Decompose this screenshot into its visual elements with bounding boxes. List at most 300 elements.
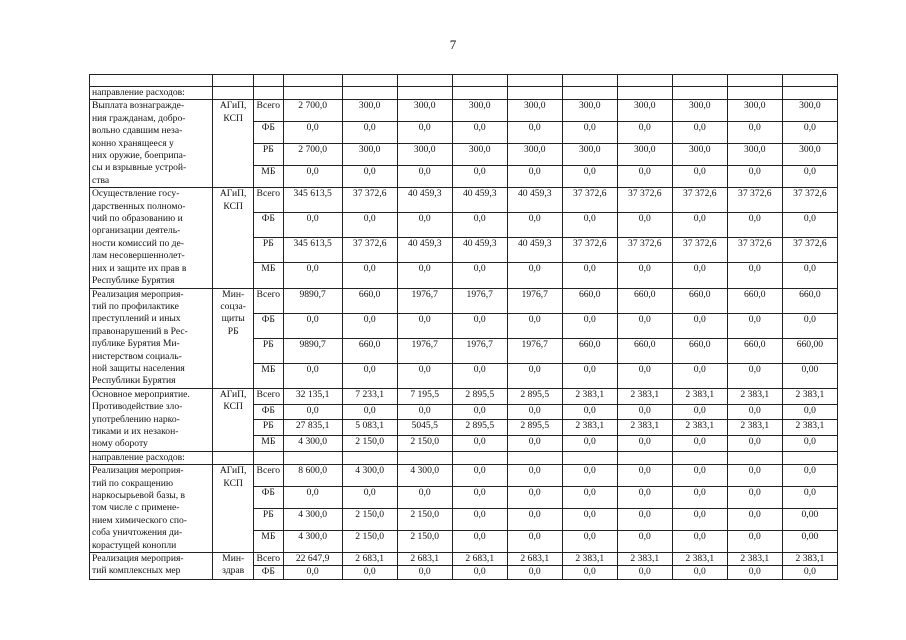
empty-cell <box>507 87 562 100</box>
amount-cell: 0,0 <box>562 487 617 509</box>
amount-cell: 0,0 <box>342 313 397 338</box>
amount-cell: 0,0 <box>397 122 452 144</box>
amount-cell: 0,0 <box>507 465 562 487</box>
amount-cell: 300,0 <box>397 100 452 122</box>
amount-cell: 1976,7 <box>507 288 562 313</box>
amount-cell: 0,0 <box>507 487 562 509</box>
funding-source: Всего <box>254 553 284 566</box>
empty-cell <box>283 75 342 87</box>
amount-cell: 0,0 <box>507 122 562 144</box>
empty-cell <box>283 87 342 100</box>
empty-cell <box>452 451 507 464</box>
amount-cell: 300,0 <box>672 100 727 122</box>
measure-name-line: них оружие, боеприпа- <box>92 150 187 162</box>
amount-cell: 2 895,5 <box>452 420 507 436</box>
amount-cell: 0,0 <box>342 213 397 238</box>
amount-cell: 40 459,3 <box>452 188 507 213</box>
amount-cell: 0,0 <box>727 122 782 144</box>
amount-cell: 0,0 <box>562 166 617 188</box>
amount-cell: 0,0 <box>283 487 342 509</box>
amount-cell: 37 372,6 <box>727 238 782 263</box>
funding-source: МБ <box>254 263 284 288</box>
amount-cell: 0,0 <box>617 122 672 144</box>
amount-cell: 0,0 <box>562 122 617 144</box>
amount-cell: 37 372,6 <box>782 188 837 213</box>
empty-cell <box>452 75 507 87</box>
amount-cell: 300,0 <box>562 100 617 122</box>
empty-cell <box>397 87 452 100</box>
amount-cell: 0,0 <box>782 404 837 420</box>
empty-cell <box>727 451 782 464</box>
table-row-empty <box>90 75 838 87</box>
amount-cell: 0,0 <box>672 465 727 487</box>
amount-cell: 2 683,1 <box>397 553 452 566</box>
amount-cell: 0,0 <box>452 465 507 487</box>
amount-cell: 660,0 <box>672 288 727 313</box>
amount-cell: 2 383,1 <box>672 388 727 404</box>
executor <box>213 288 254 388</box>
measure-name-line: ния гражданам, добро- <box>92 112 186 124</box>
amount-cell: 0,0 <box>617 263 672 288</box>
funding-source: ФБ <box>254 213 284 238</box>
amount-cell: 37 372,6 <box>672 238 727 263</box>
amount-cell: 0,0 <box>452 166 507 188</box>
amount-cell: 2 150,0 <box>397 509 452 531</box>
amount-cell: 0,0 <box>283 404 342 420</box>
amount-cell: 2 383,1 <box>727 388 782 404</box>
amount-cell: 2 383,1 <box>617 388 672 404</box>
funding-source: ФБ <box>254 122 284 144</box>
amount-cell: 2 383,1 <box>727 420 782 436</box>
measure-name-line: публике Бурятия Ми- <box>92 338 180 350</box>
executor-line: АГиП, <box>219 188 247 200</box>
amount-cell: 37 372,6 <box>672 188 727 213</box>
amount-cell: 2 150,0 <box>342 509 397 531</box>
measure-name-line: Республики Бурятия <box>92 375 176 387</box>
measure-name-line: конно хранящееся у <box>92 137 174 149</box>
measure-name-line: сы и взрывные устрой- <box>92 162 187 174</box>
amount-cell: 7 233,1 <box>342 388 397 404</box>
measure-name-line: ства <box>92 174 110 186</box>
empty-cell <box>782 451 837 464</box>
table-row <box>90 288 838 313</box>
executor-line: соцза- <box>220 300 246 312</box>
amount-cell: 0,0 <box>727 166 782 188</box>
amount-cell: 37 372,6 <box>562 238 617 263</box>
funding-source: РБ <box>254 144 284 166</box>
amount-cell: 0,0 <box>672 487 727 509</box>
funding-source: Всего <box>254 288 284 313</box>
section-label: направление расходов: <box>90 87 213 100</box>
empty-cell <box>507 75 562 87</box>
amount-cell: 0,0 <box>617 531 672 553</box>
amount-cell: 0,0 <box>397 487 452 509</box>
amount-cell: 660,0 <box>727 288 782 313</box>
measure-name-line: тиками и их незакон- <box>92 425 179 437</box>
amount-cell: 0,0 <box>562 363 617 388</box>
amount-cell: 300,0 <box>342 144 397 166</box>
funding-source: ФБ <box>254 566 284 579</box>
amount-cell: 0,0 <box>342 166 397 188</box>
amount-cell: 1976,7 <box>507 338 562 363</box>
amount-cell: 9890,7 <box>283 338 342 363</box>
table-row <box>90 388 838 404</box>
amount-cell: 40 459,3 <box>452 238 507 263</box>
amount-cell: 300,0 <box>507 144 562 166</box>
section-label: направление расходов: <box>90 451 213 464</box>
amount-cell: 300,0 <box>507 100 562 122</box>
amount-cell: 0,0 <box>617 404 672 420</box>
amount-cell: 0,0 <box>283 166 342 188</box>
executor-line: КСП <box>223 477 243 489</box>
empty-cell <box>562 75 617 87</box>
amount-cell: 0,0 <box>782 436 837 452</box>
amount-cell: 40 459,3 <box>397 188 452 213</box>
amount-cell: 0,0 <box>452 404 507 420</box>
executor-line: КСП <box>223 401 243 413</box>
amount-cell: 0,0 <box>727 531 782 553</box>
measure-name-line: Осуществление госу- <box>92 188 180 200</box>
amount-cell: 0,0 <box>283 263 342 288</box>
executor-line: КСП <box>223 112 243 124</box>
amount-cell: 2 383,1 <box>782 388 837 404</box>
amount-cell: 0,0 <box>507 263 562 288</box>
amount-cell: 0,0 <box>283 313 342 338</box>
amount-cell: 0,0 <box>342 487 397 509</box>
measure-name-line: чий по образованию и <box>92 213 183 225</box>
amount-cell: 8 600,0 <box>283 465 342 487</box>
amount-cell: 2 895,5 <box>507 420 562 436</box>
amount-cell: 0,0 <box>727 487 782 509</box>
amount-cell: 0,0 <box>782 566 837 579</box>
table-body <box>90 75 838 580</box>
amount-cell: 300,0 <box>342 100 397 122</box>
amount-cell: 0,0 <box>342 122 397 144</box>
empty-cell <box>342 75 397 87</box>
amount-cell: 0,0 <box>672 263 727 288</box>
measure-name-line: том числе с примене- <box>92 502 180 514</box>
page-number: 7 <box>449 37 457 52</box>
amount-cell: 0,0 <box>672 363 727 388</box>
empty-cell <box>617 75 672 87</box>
measure-name <box>90 553 213 580</box>
measure-name <box>90 388 213 451</box>
empty-cell <box>90 75 213 87</box>
empty-cell <box>397 451 452 464</box>
amount-cell: 2 150,0 <box>342 531 397 553</box>
amount-cell: 300,0 <box>727 144 782 166</box>
amount-cell: 0,0 <box>562 404 617 420</box>
amount-cell: 0,0 <box>727 363 782 388</box>
measure-name-line: правонарушений в Рес- <box>92 325 188 337</box>
amount-cell: 0,0 <box>562 566 617 579</box>
empty-cell <box>782 87 837 100</box>
amount-cell: 37 372,6 <box>562 188 617 213</box>
measure-name <box>90 288 213 388</box>
amount-cell: 0,0 <box>782 263 837 288</box>
amount-cell: 0,0 <box>452 531 507 553</box>
amount-cell: 0,0 <box>562 465 617 487</box>
measure-name <box>90 465 213 553</box>
amount-cell: 0,00 <box>782 531 837 553</box>
amount-cell: 0,0 <box>283 213 342 238</box>
measure-name-line: организации деятель- <box>92 225 181 237</box>
table-row <box>90 553 838 566</box>
amount-cell: 0,0 <box>727 566 782 579</box>
amount-cell: 4 300,0 <box>283 436 342 452</box>
amount-cell: 345 613,5 <box>283 188 342 213</box>
amount-cell: 0,0 <box>727 509 782 531</box>
empty-cell <box>213 451 254 464</box>
executor-line: Мин- <box>222 288 245 300</box>
amount-cell: 0,0 <box>727 213 782 238</box>
amount-cell: 300,0 <box>562 144 617 166</box>
amount-cell: 0,0 <box>727 465 782 487</box>
amount-cell: 2 383,1 <box>672 420 727 436</box>
measure-name <box>90 188 213 288</box>
table-row <box>90 100 838 122</box>
amount-cell: 0,0 <box>672 509 727 531</box>
amount-cell: 0,0 <box>507 436 562 452</box>
amount-cell: 0,0 <box>397 166 452 188</box>
executor-line: АГиП, <box>219 465 247 477</box>
amount-cell: 0,0 <box>397 363 452 388</box>
empty-cell <box>452 87 507 100</box>
funding-source: ФБ <box>254 404 284 420</box>
measure-name-line: Выплата вознагражде- <box>92 100 185 112</box>
measure-name-line: ной защиты населения <box>92 362 185 374</box>
empty-cell <box>672 451 727 464</box>
amount-cell: 2 895,5 <box>507 388 562 404</box>
amount-cell: 660,00 <box>782 338 837 363</box>
empty-cell <box>617 451 672 464</box>
amount-cell: 660,0 <box>617 338 672 363</box>
measure-name-line: них и защите их прав в <box>92 262 187 274</box>
amount-cell: 1976,7 <box>397 338 452 363</box>
amount-cell: 0,0 <box>562 531 617 553</box>
amount-cell: 37 372,6 <box>782 238 837 263</box>
amount-cell: 40 459,3 <box>397 238 452 263</box>
amount-cell: 0,0 <box>452 363 507 388</box>
amount-cell: 2 383,1 <box>617 553 672 566</box>
measure-name-line: нием химического спо- <box>92 514 187 526</box>
empty-cell <box>617 87 672 100</box>
amount-cell: 0,0 <box>782 122 837 144</box>
measure-name-line: Реализация мероприя- <box>92 465 184 477</box>
amount-cell: 0,0 <box>342 263 397 288</box>
amount-cell: 37 372,6 <box>617 238 672 263</box>
amount-cell: 300,0 <box>617 144 672 166</box>
amount-cell: 1976,7 <box>452 288 507 313</box>
empty-cell <box>254 451 284 464</box>
executor-line: щиты <box>221 313 245 325</box>
funding-source: МБ <box>254 166 284 188</box>
amount-cell: 660,0 <box>672 338 727 363</box>
amount-cell: 0,0 <box>507 363 562 388</box>
amount-cell: 660,0 <box>562 338 617 363</box>
executor <box>213 188 254 288</box>
executor <box>213 388 254 451</box>
amount-cell: 0,0 <box>507 509 562 531</box>
table-row-section <box>90 87 838 100</box>
empty-cell <box>254 87 284 100</box>
measure-name-line: соба уничтожения ди- <box>92 527 183 539</box>
amount-cell: 0,0 <box>283 566 342 579</box>
measure-name-line: Реализация мероприя- <box>92 288 184 300</box>
amount-cell: 37 372,6 <box>342 188 397 213</box>
funding-source: Всего <box>254 188 284 213</box>
amount-cell: 0,0 <box>452 436 507 452</box>
amount-cell: 300,0 <box>452 144 507 166</box>
amount-cell: 4 300,0 <box>283 509 342 531</box>
amount-cell: 0,0 <box>782 213 837 238</box>
amount-cell: 0,0 <box>782 465 837 487</box>
funding-source: РБ <box>254 420 284 436</box>
measure-name-line: употреблению нарко- <box>92 413 180 425</box>
amount-cell: 0,0 <box>617 166 672 188</box>
funding-source: Всего <box>254 100 284 122</box>
amount-cell: 2 150,0 <box>397 531 452 553</box>
amount-cell: 0,0 <box>397 404 452 420</box>
amount-cell: 4 300,0 <box>397 465 452 487</box>
amount-cell: 2 683,1 <box>452 553 507 566</box>
amount-cell: 0,0 <box>672 166 727 188</box>
amount-cell: 660,0 <box>727 338 782 363</box>
amount-cell: 1976,7 <box>452 338 507 363</box>
amount-cell: 0,0 <box>507 566 562 579</box>
funding-source: РБ <box>254 509 284 531</box>
funding-source: ФБ <box>254 487 284 509</box>
amount-cell: 0,0 <box>342 363 397 388</box>
measure-name-line: ности комиссий по де- <box>92 237 184 249</box>
amount-cell: 0,0 <box>672 531 727 553</box>
amount-cell: 1976,7 <box>397 288 452 313</box>
amount-cell: 0,0 <box>397 213 452 238</box>
executor-line: АГиП, <box>219 100 247 112</box>
amount-cell: 660,0 <box>342 288 397 313</box>
measure-name-line: тий комплексных мер <box>92 565 181 577</box>
empty-cell <box>562 451 617 464</box>
empty-cell <box>672 87 727 100</box>
measure-name-line: лам несовершеннолет- <box>92 250 185 262</box>
amount-cell: 0,0 <box>672 436 727 452</box>
measure-name-line: наркосырьевой базы, в <box>92 490 186 501</box>
amount-cell: 0,0 <box>727 436 782 452</box>
amount-cell: 0,0 <box>507 313 562 338</box>
amount-cell: 0,0 <box>617 213 672 238</box>
amount-cell: 0,0 <box>672 404 727 420</box>
amount-cell: 0,0 <box>562 263 617 288</box>
amount-cell: 0,0 <box>562 213 617 238</box>
empty-cell <box>672 75 727 87</box>
amount-cell: 0,0 <box>342 404 397 420</box>
amount-cell: 0,0 <box>617 566 672 579</box>
executor-line: здрав <box>222 565 245 577</box>
empty-cell <box>213 87 254 100</box>
amount-cell: 0,0 <box>782 166 837 188</box>
amount-cell: 660,0 <box>562 288 617 313</box>
amount-cell: 27 835,1 <box>283 420 342 436</box>
amount-cell: 2 383,1 <box>672 553 727 566</box>
measure-name-line: Реализация мероприя- <box>92 553 184 565</box>
amount-cell: 660,0 <box>342 338 397 363</box>
amount-cell: 0,0 <box>342 566 397 579</box>
amount-cell: 0,0 <box>617 313 672 338</box>
amount-cell: 0,0 <box>397 313 452 338</box>
amount-cell: 0,0 <box>397 566 452 579</box>
amount-cell: 0,0 <box>562 436 617 452</box>
amount-cell: 2 683,1 <box>342 553 397 566</box>
table-row <box>90 465 838 487</box>
amount-cell: 2 683,1 <box>507 553 562 566</box>
table-row-section <box>90 451 838 464</box>
amount-cell: 0,0 <box>672 566 727 579</box>
executor <box>213 465 254 553</box>
amount-cell: 0,0 <box>672 213 727 238</box>
amount-cell: 40 459,3 <box>507 238 562 263</box>
amount-cell: 32 135,1 <box>283 388 342 404</box>
amount-cell: 9890,7 <box>283 288 342 313</box>
amount-cell: 0,00 <box>782 509 837 531</box>
funding-source: МБ <box>254 436 284 452</box>
amount-cell: 2 383,1 <box>727 553 782 566</box>
amount-cell: 0,0 <box>507 531 562 553</box>
amount-cell: 2 383,1 <box>562 388 617 404</box>
measure-name-line: Республике Бурятия <box>92 275 175 287</box>
amount-cell: 2 383,1 <box>562 553 617 566</box>
funding-source: Всего <box>254 465 284 487</box>
amount-cell: 0,0 <box>727 313 782 338</box>
empty-cell <box>254 75 284 87</box>
amount-cell: 2 383,1 <box>782 553 837 566</box>
executor-line: Мин- <box>222 553 245 565</box>
amount-cell: 0,0 <box>617 509 672 531</box>
amount-cell: 300,0 <box>397 144 452 166</box>
executor <box>213 100 254 188</box>
amount-cell: 660,0 <box>617 288 672 313</box>
measure-name-line: корастущей конопли <box>92 539 177 551</box>
empty-cell <box>562 87 617 100</box>
empty-cell <box>283 451 342 464</box>
empty-cell <box>213 75 254 87</box>
amount-cell: 0,0 <box>672 122 727 144</box>
funding-source: МБ <box>254 531 284 553</box>
amount-cell: 37 372,6 <box>342 238 397 263</box>
measure-name-line: преступлений и иных <box>92 313 181 325</box>
amount-cell: 300,0 <box>782 100 837 122</box>
amount-cell: 0,0 <box>507 166 562 188</box>
amount-cell: 0,0 <box>672 313 727 338</box>
amount-cell: 4 300,0 <box>283 531 342 553</box>
empty-cell <box>397 75 452 87</box>
amount-cell: 300,0 <box>782 144 837 166</box>
empty-cell <box>782 75 837 87</box>
amount-cell: 300,0 <box>452 100 507 122</box>
amount-cell: 660,0 <box>782 288 837 313</box>
amount-cell: 2 383,1 <box>617 420 672 436</box>
amount-cell: 22 647,9 <box>283 553 342 566</box>
amount-cell: 4 300,0 <box>342 465 397 487</box>
measure-name-line: тий по сокращению <box>92 477 174 489</box>
amount-cell: 0,0 <box>452 487 507 509</box>
amount-cell: 40 459,3 <box>507 188 562 213</box>
amount-cell: 2 150,0 <box>342 436 397 452</box>
amount-cell: 300,0 <box>727 100 782 122</box>
funding-source: ФБ <box>254 313 284 338</box>
executor-line: РБ <box>227 325 239 337</box>
amount-cell: 0,0 <box>283 363 342 388</box>
amount-cell: 2 150,0 <box>397 436 452 452</box>
